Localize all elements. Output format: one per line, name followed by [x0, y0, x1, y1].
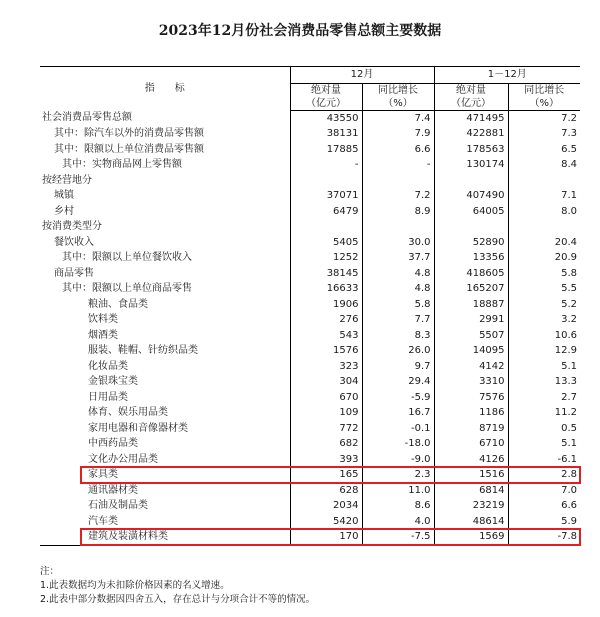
ytd-abs-cell: 64005 — [434, 204, 508, 220]
row-label: 城镇 — [54, 190, 74, 201]
ytd-yoy-cell: 2.7 — [508, 390, 580, 406]
row-label: 商品零售 — [54, 267, 94, 279]
month-yoy-cell: -0.1 — [362, 421, 434, 437]
month-abs-cell: 38145 — [290, 266, 362, 282]
ytd-abs-cell: 4126 — [434, 452, 508, 468]
table-row — [40, 312, 580, 328]
ytd-yoy-cell: 8.4 — [508, 157, 580, 173]
row-label: 按消费类型分 — [42, 221, 102, 232]
table-row — [40, 436, 580, 452]
month-yoy-cell: 4.8 — [362, 281, 434, 297]
month-yoy-cell: -5.9 — [362, 390, 434, 406]
ytd-abs-label: 绝对量 — [456, 84, 487, 96]
row-label: 烟酒类 — [88, 329, 118, 341]
ytd-group-header: 1－12月 — [434, 67, 580, 84]
table-row — [40, 250, 580, 266]
month-abs-cell — [290, 219, 362, 235]
ytd-abs-cell: 6814 — [434, 483, 508, 499]
ytd-yoy-cell: 0.5 — [508, 421, 580, 437]
month-abs-cell: - — [290, 157, 362, 173]
row-label: 日用品类 — [88, 391, 128, 403]
month-yoy-cell: -7.5 — [362, 529, 434, 545]
month-yoy-cell: 8.9 — [362, 204, 434, 220]
ytd-abs-unit: （亿元） — [451, 97, 492, 109]
row-label: 建筑及装潢材料类 — [40, 529, 290, 545]
month-yoy-cell — [362, 219, 434, 235]
ytd-yoy-cell: 12.9 — [508, 343, 580, 359]
ytd-abs-cell: 14095 — [434, 343, 508, 359]
ytd-abs-header — [434, 83, 508, 110]
ytd-abs-cell: 13356 — [434, 250, 508, 266]
notes-heading: 注： — [40, 566, 60, 577]
ytd-yoy-cell: 6.6 — [508, 498, 580, 514]
row-label: 汽车类 — [88, 515, 118, 527]
row-label: 服装、鞋帽、针纺织品类 — [88, 345, 198, 356]
month-yoy-cell: 30.0 — [362, 235, 434, 251]
month-abs-cell: 393 — [290, 452, 362, 468]
table-row — [40, 498, 580, 514]
ytd-abs-cell: 48614 — [434, 514, 508, 530]
ytd-yoy-cell: 5.1 — [508, 436, 580, 452]
row-label: 按经营地分 — [42, 174, 92, 186]
ytd-abs-cell: 23219 — [434, 498, 508, 514]
ytd-yoy-cell: 11.2 — [508, 405, 580, 421]
month-yoy-header — [362, 83, 434, 110]
table-row — [40, 374, 580, 390]
month-yoy-cell: 11.0 — [362, 483, 434, 499]
month-yoy-cell: 7.7 — [362, 312, 434, 328]
table-row — [40, 188, 580, 204]
ytd-abs-cell: 3310 — [434, 374, 508, 390]
month-yoy-cell: 4.0 — [362, 514, 434, 530]
month-abs-cell: 38131 — [290, 126, 362, 142]
ytd-yoy-cell: 20.9 — [508, 250, 580, 266]
ytd-yoy-header — [508, 83, 580, 110]
ytd-abs-cell: 8719 — [434, 421, 508, 437]
month-yoy-cell: 26.0 — [362, 343, 434, 359]
month-yoy-unit: （%） — [383, 97, 413, 109]
row-label: 文化办公用品类 — [88, 453, 158, 465]
month-abs-cell: 6479 — [290, 204, 362, 220]
ytd-yoy-cell: 5.2 — [508, 297, 580, 313]
table-row — [40, 173, 580, 189]
ytd-yoy-cell: 3.2 — [508, 312, 580, 328]
ytd-yoy-cell: 7.1 — [508, 188, 580, 204]
month-abs-cell: 1906 — [290, 297, 362, 313]
row-label: 粮油、食品类 — [88, 298, 148, 310]
month-yoy-cell: - — [362, 157, 434, 173]
ytd-yoy-cell — [508, 219, 580, 235]
month-abs-cell: 165 — [290, 467, 362, 483]
month-abs-header — [290, 83, 362, 110]
ytd-abs-cell: 165207 — [434, 281, 508, 297]
ytd-abs-cell: 130174 — [434, 157, 508, 173]
month-abs-unit: （亿元） — [306, 97, 346, 109]
row-label: 其中：实物商品网上零售额 — [62, 159, 182, 170]
month-abs-cell: 772 — [290, 421, 362, 437]
month-abs-cell: 543 — [290, 328, 362, 344]
month-yoy-cell: 5.8 — [362, 297, 434, 313]
ytd-yoy-cell: 5.8 — [508, 266, 580, 282]
ytd-yoy-unit: （%） — [529, 97, 560, 109]
month-abs-cell: 5420 — [290, 514, 362, 530]
ytd-yoy-cell: 7.0 — [508, 483, 580, 499]
month-yoy-cell: 37.7 — [362, 250, 434, 266]
month-yoy-cell: 2.3 — [362, 467, 434, 483]
ytd-yoy-cell — [508, 173, 580, 189]
ytd-yoy-cell: -7.8 — [508, 529, 580, 545]
row-label: 社会消费品零售总额 — [42, 112, 132, 124]
month-abs-cell: 682 — [290, 436, 362, 452]
month-yoy-cell: -9.0 — [362, 452, 434, 468]
row-label: 餐饮收入 — [54, 236, 94, 248]
row-label: 家具类 — [88, 469, 118, 480]
table-row — [40, 343, 580, 359]
ytd-abs-cell: 471495 — [434, 110, 508, 126]
month-yoy-cell: 4.8 — [362, 266, 434, 282]
ytd-yoy-label: 同比增长 — [524, 84, 565, 96]
month-yoy-cell: 7.4 — [362, 110, 434, 126]
month-abs-cell: 170 — [290, 529, 362, 545]
row-label: 金银珠宝类 — [88, 376, 138, 387]
ytd-yoy-cell: 7.3 — [508, 126, 580, 142]
ytd-yoy-cell: 8.0 — [508, 204, 580, 220]
row-label: 中西药品类 — [88, 438, 138, 449]
highlight-box-building-materials — [80, 528, 581, 546]
row-label: 通讯器材类 — [88, 484, 138, 496]
indicator-header: 指 标 — [40, 67, 290, 111]
ytd-yoy-cell: -6.1 — [508, 452, 580, 468]
ytd-abs-cell: 1569 — [434, 529, 508, 545]
table-row — [40, 281, 580, 297]
month-yoy-cell: 9.7 — [362, 359, 434, 375]
ytd-abs-cell: 6710 — [434, 436, 508, 452]
table-row — [40, 266, 580, 282]
table-row — [40, 390, 580, 406]
ytd-abs-cell — [434, 219, 508, 235]
month-yoy-cell: 8.3 — [362, 328, 434, 344]
page-title: 2023年12月份社会消费品零售总额主要数据 — [158, 23, 442, 39]
table-row — [40, 235, 580, 251]
ytd-abs-cell: 418605 — [434, 266, 508, 282]
month-abs-cell: 43550 — [290, 110, 362, 126]
month-abs-label: 绝对量 — [311, 84, 341, 96]
ytd-yoy-cell: 20.4 — [508, 235, 580, 251]
month-abs-cell: 37071 — [290, 188, 362, 204]
ytd-abs-cell: 407490 — [434, 188, 508, 204]
ytd-abs-cell: 2991 — [434, 312, 508, 328]
row-label: 石油及制品类 — [88, 500, 148, 511]
ytd-abs-cell: 18887 — [434, 297, 508, 313]
ytd-abs-cell — [434, 173, 508, 189]
month-abs-cell: 109 — [290, 405, 362, 421]
month-yoy-cell — [362, 173, 434, 189]
table-row — [40, 110, 580, 126]
ytd-abs-cell: 4142 — [434, 359, 508, 375]
table-row — [40, 452, 580, 468]
row-label: 其中：限额以上单位餐饮收入 — [62, 252, 192, 263]
table-row — [40, 405, 580, 421]
ytd-yoy-cell: 10.6 — [508, 328, 580, 344]
row-label: 体育、娱乐用品类 — [88, 407, 168, 418]
table-row — [40, 157, 580, 173]
table-row — [40, 142, 580, 158]
month-yoy-label: 同比增长 — [378, 84, 418, 96]
month-abs-cell: 670 — [290, 390, 362, 406]
table-row — [40, 297, 580, 313]
month-abs-cell: 17885 — [290, 142, 362, 158]
ytd-yoy-cell: 5.9 — [508, 514, 580, 530]
row-label: 乡村 — [54, 205, 74, 217]
month-abs-cell: 323 — [290, 359, 362, 375]
month-abs-cell: 1576 — [290, 343, 362, 359]
month-abs-cell — [290, 173, 362, 189]
month-yoy-cell: 8.6 — [362, 498, 434, 514]
ytd-abs-cell: 422881 — [434, 126, 508, 142]
row-label: 家用电器和音像器材类 — [88, 422, 188, 434]
table-row — [40, 421, 580, 437]
ytd-abs-cell: 7576 — [434, 390, 508, 406]
month-yoy-cell: -18.0 — [362, 436, 434, 452]
ytd-yoy-cell: 7.2 — [508, 110, 580, 126]
ytd-abs-cell: 178563 — [434, 142, 508, 158]
note-item: 1.此表数据均为未扣除价格因素的名义增速。 — [40, 580, 230, 591]
month-yoy-cell: 7.9 — [362, 126, 434, 142]
table-row — [40, 126, 580, 142]
table-row — [40, 514, 580, 530]
ytd-yoy-cell: 5.5 — [508, 281, 580, 297]
month-abs-cell: 16633 — [290, 281, 362, 297]
ytd-yoy-cell: 5.1 — [508, 359, 580, 375]
month-abs-cell: 1252 — [290, 250, 362, 266]
notes — [40, 565, 315, 607]
ytd-abs-cell: 52890 — [434, 235, 508, 251]
ytd-abs-cell: 5507 — [434, 328, 508, 344]
highlight-box-furniture — [80, 466, 581, 484]
month-yoy-cell: 16.7 — [362, 405, 434, 421]
month-abs-cell: 276 — [290, 312, 362, 328]
row-label: 化妆品类 — [88, 360, 128, 372]
row-label: 饮料类 — [88, 314, 118, 325]
month-yoy-cell: 6.6 — [362, 142, 434, 158]
table-row — [40, 219, 580, 235]
row-label: 其中：除汽车以外的消费品零售额 — [54, 128, 204, 139]
month-abs-cell: 2034 — [290, 498, 362, 514]
row-label: 其中：限额以上单位商品零售 — [62, 283, 192, 294]
month-group-header: 12月 — [290, 67, 434, 84]
month-abs-cell: 304 — [290, 374, 362, 390]
table-row — [40, 483, 580, 499]
table-row — [40, 328, 580, 344]
ytd-yoy-cell: 13.3 — [508, 374, 580, 390]
table-row — [40, 204, 580, 220]
table-row — [40, 359, 580, 375]
month-abs-cell: 5405 — [290, 235, 362, 251]
ytd-abs-cell: 1186 — [434, 405, 508, 421]
ytd-yoy-cell: 6.5 — [508, 142, 580, 158]
note-item: 2.此表中部分数据因四舍五入，存在总计与分项合计不等的情况。 — [40, 594, 316, 605]
month-yoy-cell: 29.4 — [362, 374, 434, 390]
month-yoy-cell: 7.2 — [362, 188, 434, 204]
ytd-yoy-cell: 2.8 — [508, 467, 580, 483]
month-abs-cell: 628 — [290, 483, 362, 499]
ytd-abs-cell: 1516 — [434, 467, 508, 483]
row-label: 其中：限额以上单位消费品零售额 — [54, 143, 204, 155]
